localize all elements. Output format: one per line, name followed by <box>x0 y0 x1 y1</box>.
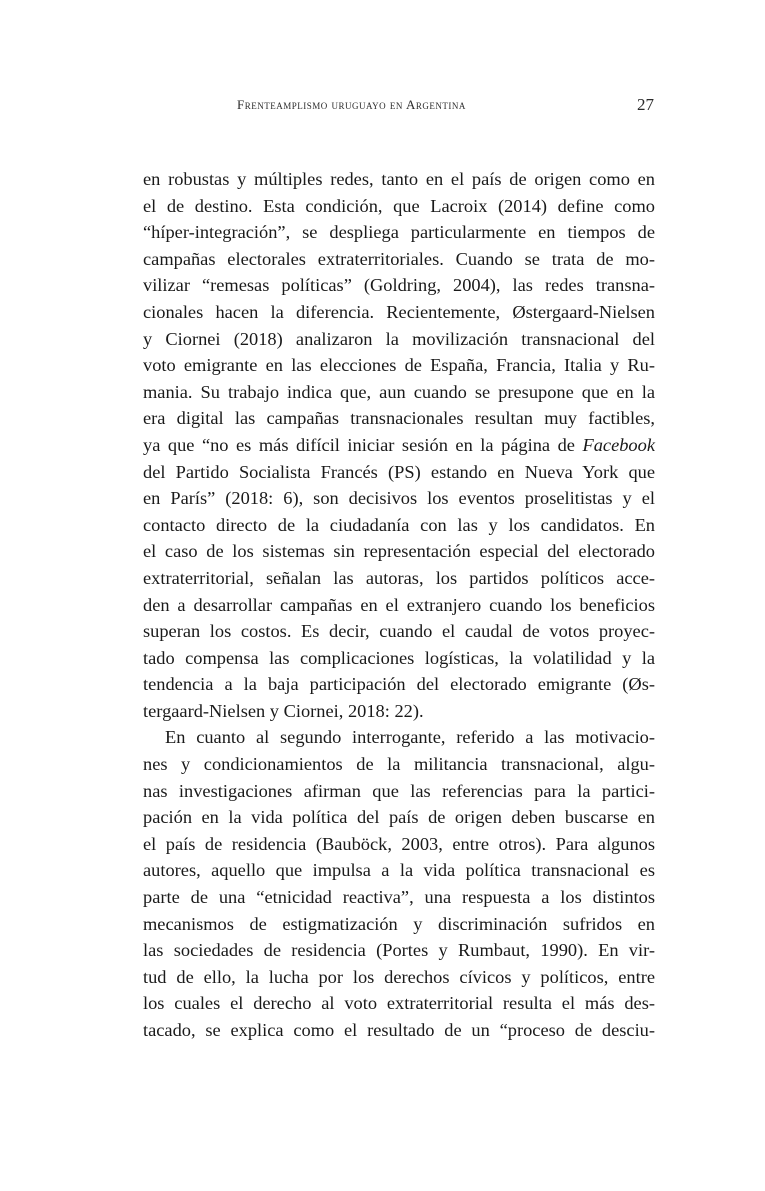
running-head-title: Frenteamplismo uruguayo en Argentina <box>237 97 466 112</box>
text-line: tacado, se explica como el resultado de un “proceso de desciu- <box>143 1020 655 1040</box>
text-line: den a desarrollar campañas en el extranjero cuando los beneficios <box>143 594 655 615</box>
text-line: autores, aquello que impulsa a la vida política transnacional es <box>143 860 655 881</box>
text-line: tud de ello, la lucha por los derechos cívicos y políticos, entre <box>143 966 655 987</box>
text-line: pación en la vida política del país de origen deben buscarse en <box>143 807 655 828</box>
page-number: 27 <box>637 95 654 114</box>
text-line: el caso de los sistemas sin representación especial del electorado <box>143 541 655 562</box>
text-line: los cuales el derecho al voto extraterritorial resulta el más des- <box>143 993 655 1014</box>
text-line: nes y condicionamientos de la militancia transnacional, algu- <box>143 754 655 775</box>
text-line: era digital las campañas transnacionales resultan muy factibles, <box>143 408 655 429</box>
text-line: “híper-integración”, se despliega particularmente en tiempos de <box>143 222 655 243</box>
text-line: extraterritorial, señalan las autoras, los partidos políticos acce- <box>143 567 655 588</box>
text-line: parte de una “etnicidad reactiva”, una respuesta a los distintos <box>143 887 655 908</box>
body-text <box>143 166 655 1044</box>
text-line: en robustas y múltiples redes, tanto en el país de origen como en <box>143 169 655 189</box>
text-line: vilizar “remesas políticas” (Goldring, 2004), las redes transna- <box>143 275 655 296</box>
text-line: mecanismos de estigmatización y discriminación sufridos en <box>143 913 655 934</box>
text-line: el de destino. Esta condición, que Lacroix (2014) define como <box>143 195 655 216</box>
text-line: tergaard-Nielsen y Ciornei, 2018: 22). <box>143 700 424 721</box>
text-line <box>143 432 655 459</box>
text-line: superan los costos. Es decir, cuando el caudal de votos proyec- <box>143 621 655 642</box>
text-line: voto emigrante en las elecciones de España, Francia, Italia y Ru- <box>143 355 655 376</box>
text-line: mania. Su trabajo indica que, aun cuando se presupone que en la <box>143 381 655 402</box>
text-line: tendencia a la baja participación del electorado emigrante (Øs- <box>143 674 655 695</box>
text-line: del Partido Socialista Francés (PS) estando en Nueva York que <box>143 461 655 482</box>
text-line-segment: ya que “no es más difícil iniciar sesión en la página de <box>143 434 583 455</box>
text-line: en París” (2018: 6), son decisivos los eventos proselitistas y el <box>143 488 655 509</box>
text-line: contacto directo de la ciudadanía con las y los candidatos. En <box>143 514 655 535</box>
text-line: nas investigaciones afirman que las referencias para la partici- <box>143 780 655 801</box>
text-line: cionales hacen la diferencia. Recientemente, Østergaard-Nielsen <box>143 301 655 322</box>
text-line: las sociedades de residencia (Portes y Rumbaut, 1990). En vir- <box>143 940 655 961</box>
text-line: campañas electorales extraterritoriales. Cuando se trata de mo- <box>143 248 655 269</box>
emphasis-facebook: Facebook <box>582 434 655 455</box>
text-line: el país de residencia (Bauböck, 2003, entre otros). Para algunos <box>143 833 655 854</box>
text-line: tado compensa las complicaciones logísticas, la volatilidad y la <box>143 647 655 668</box>
text-line-paragraph-start: En cuanto al segundo interrogante, referido a las motivacio- <box>165 727 655 748</box>
text-line: y Ciornei (2018) analizaron la movilización transnacional del <box>143 328 655 349</box>
